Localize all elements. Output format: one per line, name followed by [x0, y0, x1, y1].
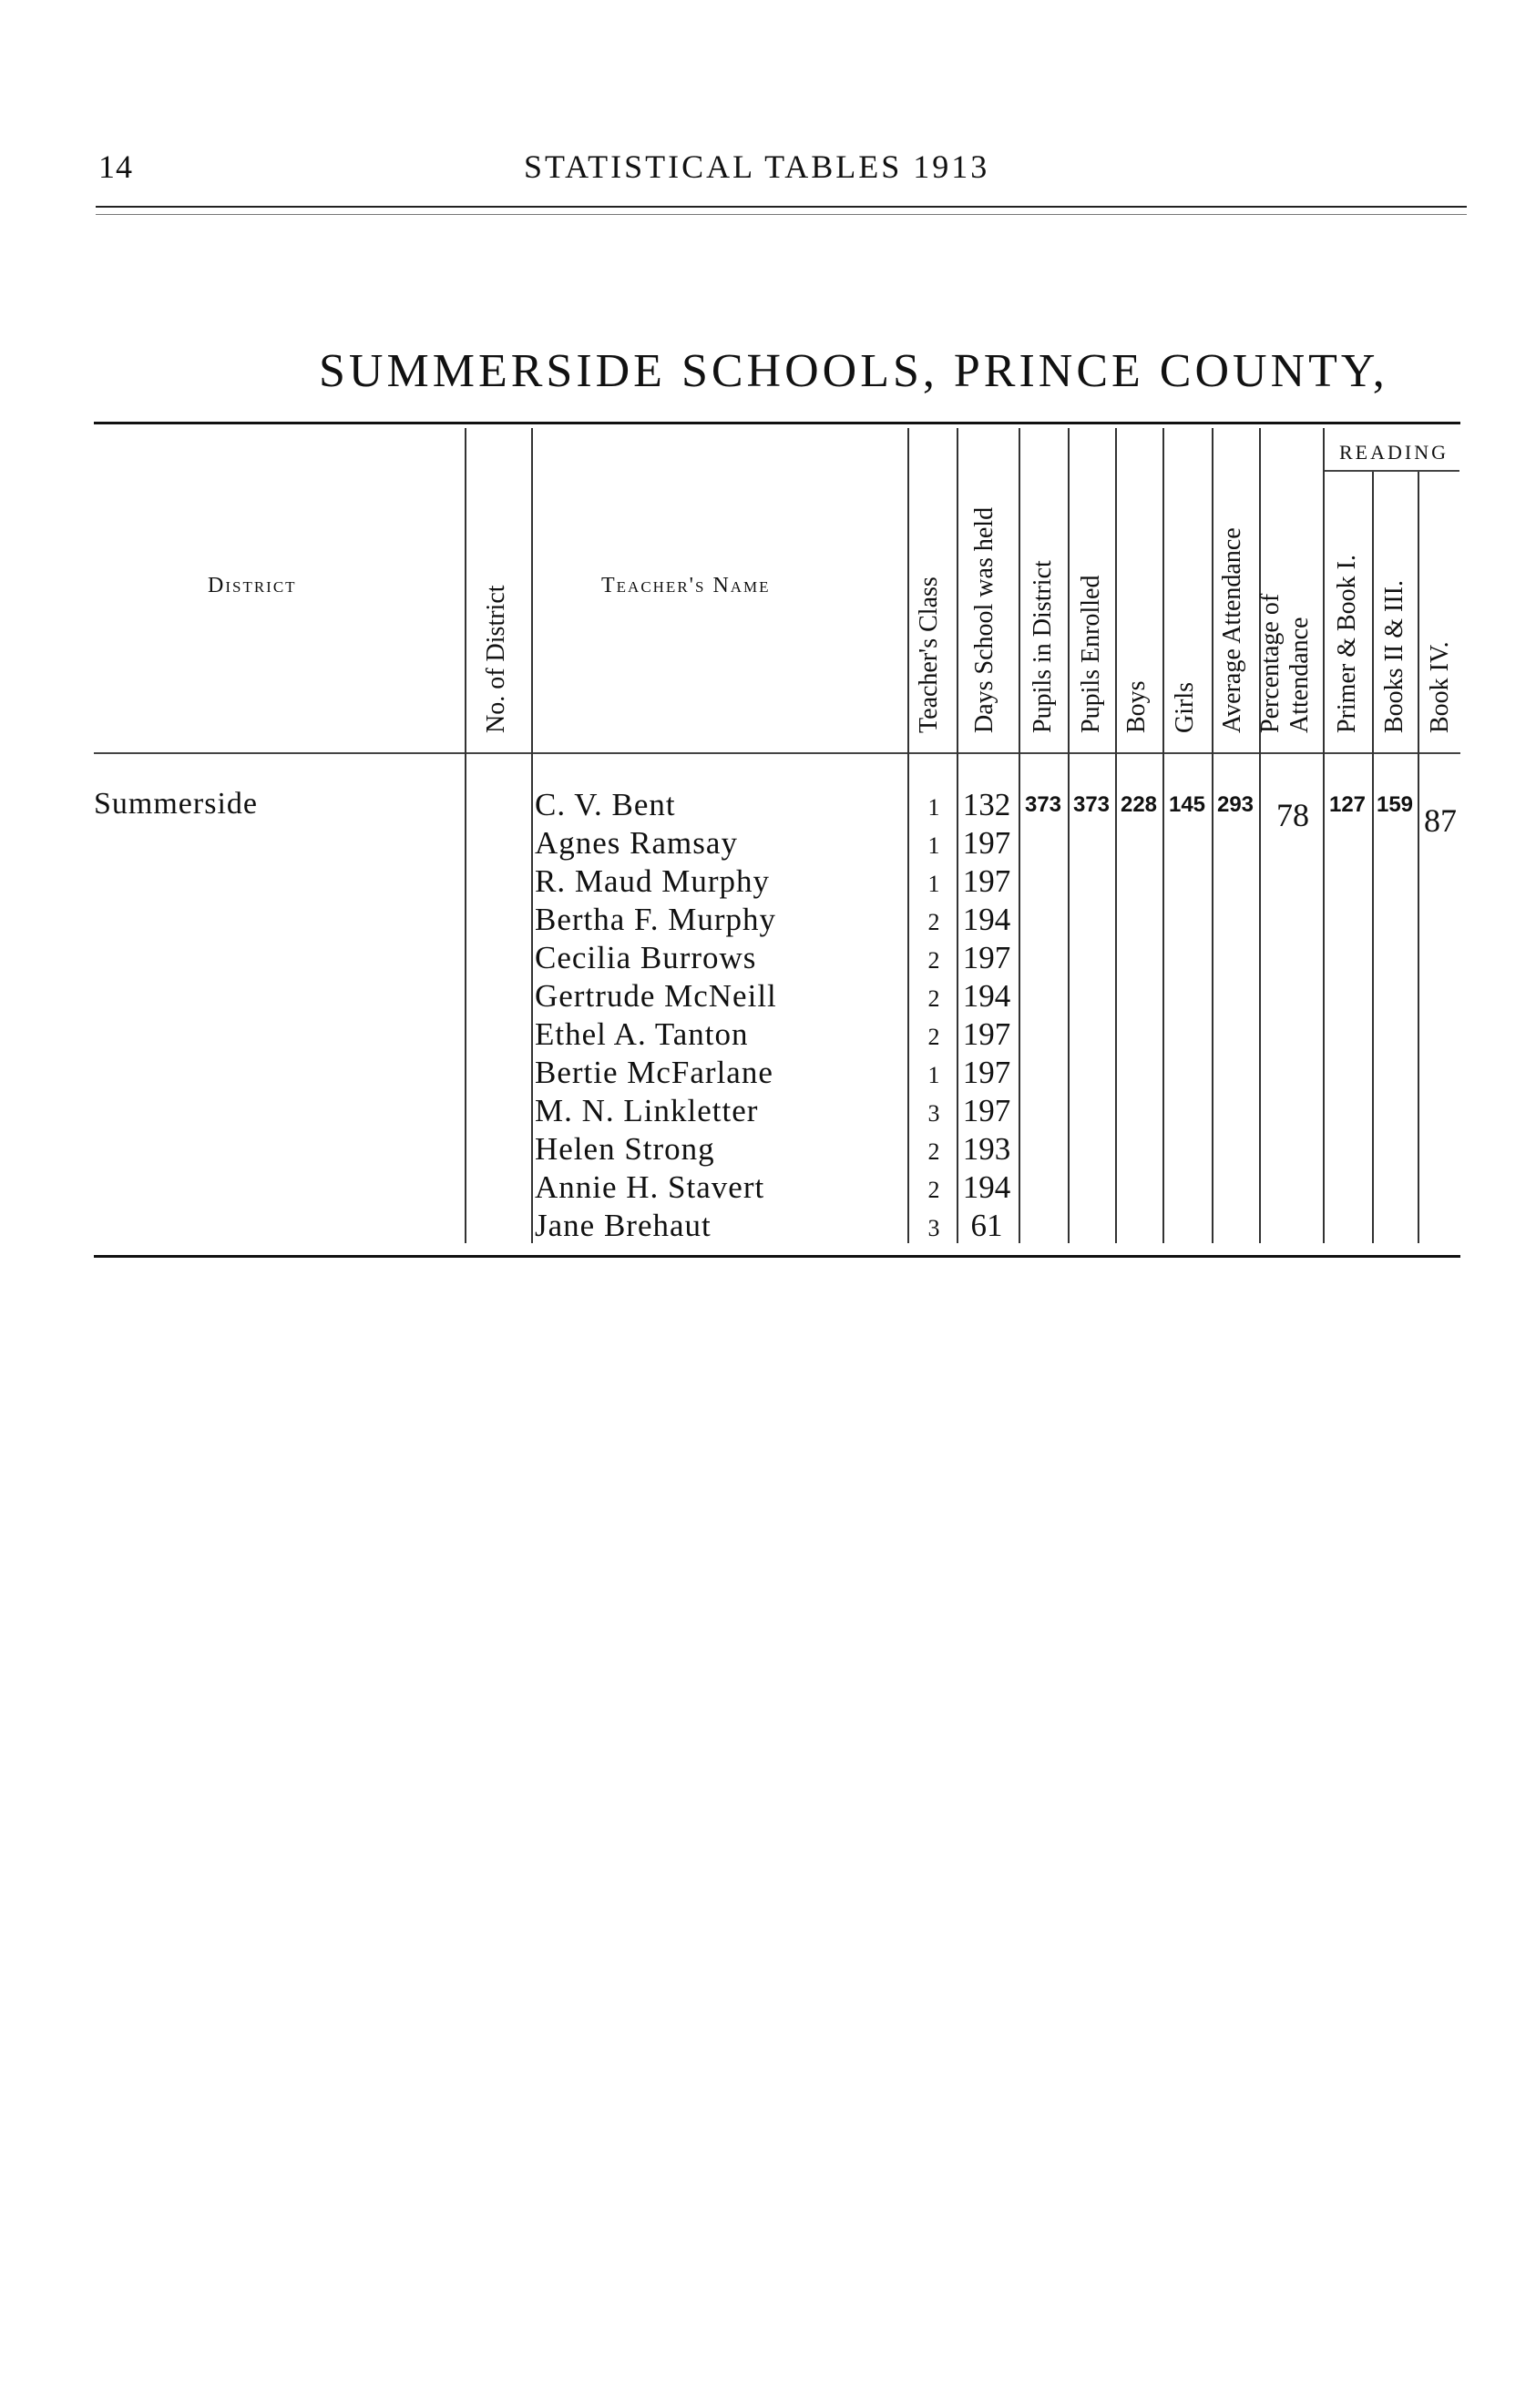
pupils-enrolled-value: 373 — [1072, 792, 1111, 817]
header-girls: Girls — [1171, 682, 1199, 733]
days-held: 197 — [962, 1093, 1011, 1128]
header-days-school-held: Days School was held — [970, 506, 998, 733]
teacher-name: Gertrude McNeill — [535, 978, 777, 1014]
teacher-name: C. V. Bent — [535, 787, 676, 822]
header-pupils-enrolled: Pupils Enrolled — [1077, 575, 1105, 733]
teacher-row — [0, 1208, 1536, 1246]
days-held: 197 — [962, 825, 1011, 861]
teacher-row — [0, 902, 1536, 940]
teacher-class: 1 — [927, 871, 940, 897]
teacher-class: 2 — [927, 1177, 940, 1203]
teacher-class: 2 — [927, 909, 940, 935]
average-attendance-value: 293 — [1216, 792, 1254, 817]
header-rule — [96, 206, 1467, 208]
teacher-row — [0, 1016, 1536, 1055]
teacher-name: Annie H. Stavert — [535, 1169, 765, 1205]
teacher-name: R. Maud Murphy — [535, 863, 771, 899]
teacher-name: Ethel A. Tanton — [535, 1016, 749, 1052]
header-teacher-name: Teacher's Name — [601, 574, 771, 597]
header-primer-book-1: Primer & Book I. — [1333, 555, 1361, 733]
header-percentage-attendance-line1: Percentage of — [1256, 593, 1285, 733]
teacher-row — [0, 1169, 1536, 1208]
teacher-class: 2 — [927, 1024, 940, 1050]
table-title: SUMMERSIDE SCHOOLS, PRINCE COUNTY, — [319, 345, 1388, 397]
books-2-3-value: 159 — [1376, 792, 1414, 817]
running-head — [91, 148, 1458, 193]
teacher-class: 3 — [927, 1215, 940, 1241]
teacher-name: Bertie McFarlane — [535, 1055, 773, 1090]
district-name: Summerside — [94, 787, 258, 821]
percentage-attendance-value: 78 — [1276, 797, 1309, 833]
teacher-row — [0, 940, 1536, 978]
days-held: 194 — [962, 978, 1011, 1014]
boys-value: 228 — [1120, 792, 1158, 817]
header-teacher-class: Teacher's Class — [915, 576, 943, 733]
teacher-class: 1 — [927, 832, 940, 859]
teacher-row — [0, 978, 1536, 1016]
teacher-row — [0, 1055, 1536, 1093]
teacher-class: 2 — [927, 1138, 940, 1165]
days-held: 61 — [970, 1208, 1003, 1243]
primer-book-1-value: 127 — [1328, 792, 1367, 817]
header-bottom-rule — [94, 752, 1460, 754]
header-district: District — [208, 574, 297, 597]
teacher-class: 1 — [927, 794, 940, 821]
reading-group-rule — [1323, 470, 1459, 472]
header-pupils-in-district: Pupils in District — [1029, 560, 1057, 733]
teacher-name: Agnes Ramsay — [535, 825, 738, 861]
girls-value: 145 — [1168, 792, 1206, 817]
table-bottom-rule — [94, 1255, 1460, 1258]
teacher-name: Bertha F. Murphy — [535, 902, 776, 937]
header-percentage-attendance-line2: Attendance — [1285, 617, 1314, 733]
book-4-value: 87 — [1424, 802, 1457, 839]
teacher-class: 3 — [927, 1100, 940, 1127]
teacher-row — [0, 863, 1536, 902]
days-held: 197 — [962, 940, 1011, 975]
teacher-class: 2 — [927, 985, 940, 1012]
days-held: 193 — [962, 1131, 1011, 1167]
teacher-class: 1 — [927, 1062, 940, 1088]
days-held: 197 — [962, 1016, 1011, 1052]
header-rule-thin — [96, 214, 1467, 215]
header-book-4: Book IV. — [1426, 641, 1454, 733]
page-number: 14 — [98, 148, 133, 185]
days-held: 197 — [962, 863, 1011, 899]
teacher-name: Jane Brehaut — [535, 1208, 712, 1243]
days-held: 194 — [962, 1169, 1011, 1205]
teacher-name: Cecilia Burrows — [535, 940, 757, 975]
header-reading-group: READING — [1339, 441, 1449, 464]
table-top-rule — [94, 422, 1460, 424]
running-title: STATISTICAL TABLES 1913 — [524, 148, 990, 185]
teacher-row — [0, 1093, 1536, 1131]
teacher-name: Helen Strong — [535, 1131, 715, 1167]
days-held: 197 — [962, 1055, 1011, 1090]
teacher-name: M. N. Linkletter — [535, 1093, 759, 1128]
header-boys: Boys — [1122, 680, 1151, 733]
header-books-2-3: Books II & III. — [1380, 580, 1408, 733]
teacher-row — [0, 787, 1536, 825]
teacher-row — [0, 1131, 1536, 1169]
days-held: 132 — [962, 787, 1011, 822]
days-held: 194 — [962, 902, 1011, 937]
teacher-class: 2 — [927, 947, 940, 974]
pupils-in-district-value: 373 — [1024, 792, 1062, 817]
header-average-attendance: Average Attendance — [1218, 527, 1246, 733]
teacher-row — [0, 825, 1536, 863]
header-no-of-district: No. of District — [482, 585, 510, 733]
